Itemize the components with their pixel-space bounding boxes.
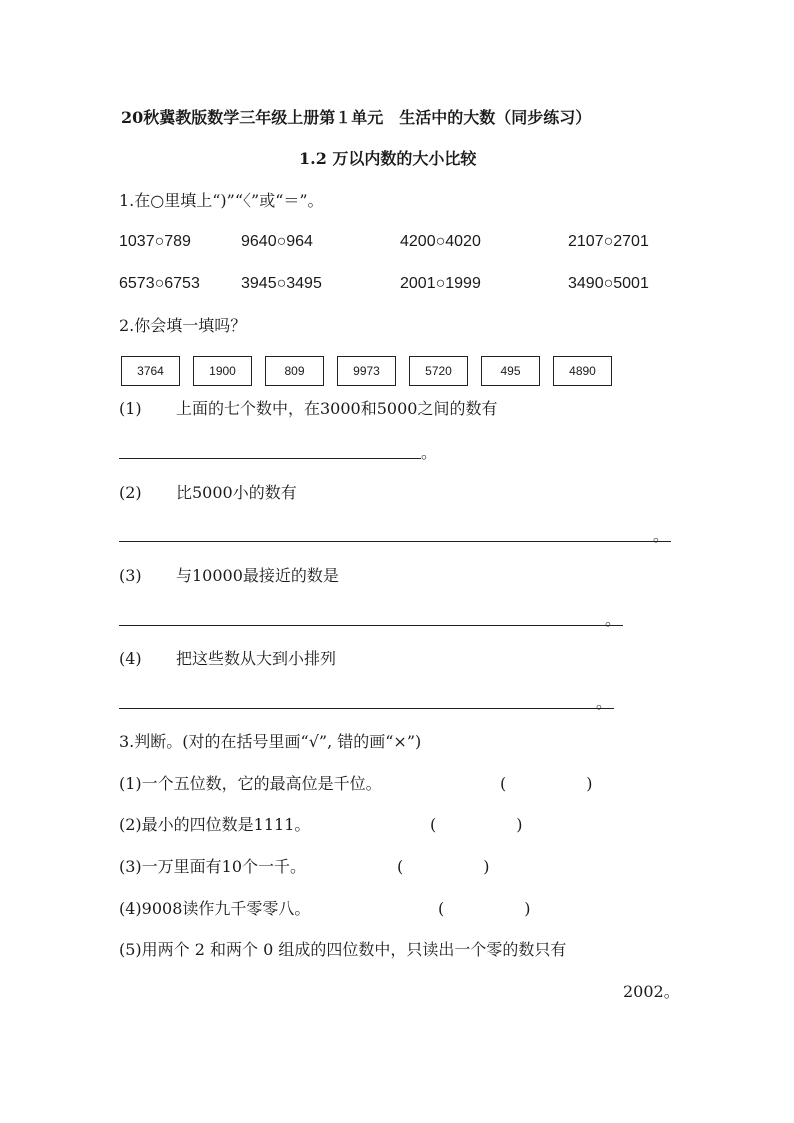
q1-item: 9640○964 — [241, 233, 313, 250]
q3-item-text: (4)9008读作九千零零八。 — [119, 899, 311, 918]
answer-bracket[interactable]: ( ) — [397, 857, 490, 876]
number-box: 3764 — [121, 356, 180, 386]
q1-item: 2001○1999 — [400, 275, 481, 292]
q3-item-text: (2)最小的四位数是1111。 — [119, 815, 311, 834]
answer-blank[interactable] — [119, 458, 421, 459]
q1-item: 6573○6753 — [119, 275, 200, 292]
q2-item-number: (1) — [119, 399, 142, 418]
answer-blank[interactable] — [119, 541, 671, 542]
q2-prompt: 2.你会填一填吗？ — [119, 316, 247, 335]
number-box: 809 — [265, 356, 324, 386]
q3-item-text: (1)一个五位数，它的最高位是千位。 — [119, 774, 382, 793]
answer-period: 。 — [653, 526, 670, 545]
answer-period: 。 — [605, 610, 622, 629]
q2-item-text: 比5000小的数有 — [176, 483, 297, 502]
q1-item: 3945○3495 — [241, 275, 322, 292]
number-box: 5720 — [409, 356, 468, 386]
q2-item-number: (3) — [119, 566, 142, 585]
answer-bracket[interactable]: ( ) — [430, 815, 523, 834]
q3-item-text-continued: 2002。 — [623, 982, 680, 1001]
number-box: 9973 — [337, 356, 396, 386]
q3-item-text: (3)一万里面有10个一千。 — [119, 857, 307, 876]
q2-item-text: 与10000最接近的数是 — [176, 566, 339, 585]
answer-blank[interactable] — [119, 708, 614, 709]
answer-bracket[interactable]: ( ) — [438, 899, 531, 918]
number-box: 1900 — [193, 356, 252, 386]
number-box: 495 — [481, 356, 540, 386]
q2-item-number: (2) — [119, 483, 142, 502]
answer-period: 。 — [596, 693, 613, 712]
number-box: 4890 — [553, 356, 612, 386]
q1-prompt: 1.在○里填上“)”“〈”或“＝”。 — [119, 191, 324, 210]
page-title: 20秋冀教版数学三年级上册第１单元 生活中的大数（同步练习） — [121, 108, 592, 127]
q2-item-number: (4) — [119, 649, 142, 668]
q1-item: 4200○4020 — [400, 233, 481, 250]
q1-item: 3490○5001 — [568, 275, 649, 292]
q1-item: 1037○789 — [119, 233, 191, 250]
q2-item-text: 上面的七个数中，在3000和5000之间的数有 — [176, 399, 498, 418]
page-subtitle: 1.2 万以内数的大小比较 — [299, 149, 477, 168]
answer-bracket[interactable]: ( ) — [500, 774, 593, 793]
q3-item-text: (5)用两个 2 和两个 0 组成的四位数中，只读出一个零的数只有 — [119, 940, 567, 959]
q3-prompt: 3.判断。(对的在括号里画“√”, 错的画“×”) — [119, 732, 422, 751]
q2-item-text: 把这些数从大到小排列 — [176, 649, 337, 668]
q1-item: 2107○2701 — [568, 233, 649, 250]
answer-period: 。 — [421, 443, 438, 462]
answer-blank[interactable] — [119, 625, 623, 626]
